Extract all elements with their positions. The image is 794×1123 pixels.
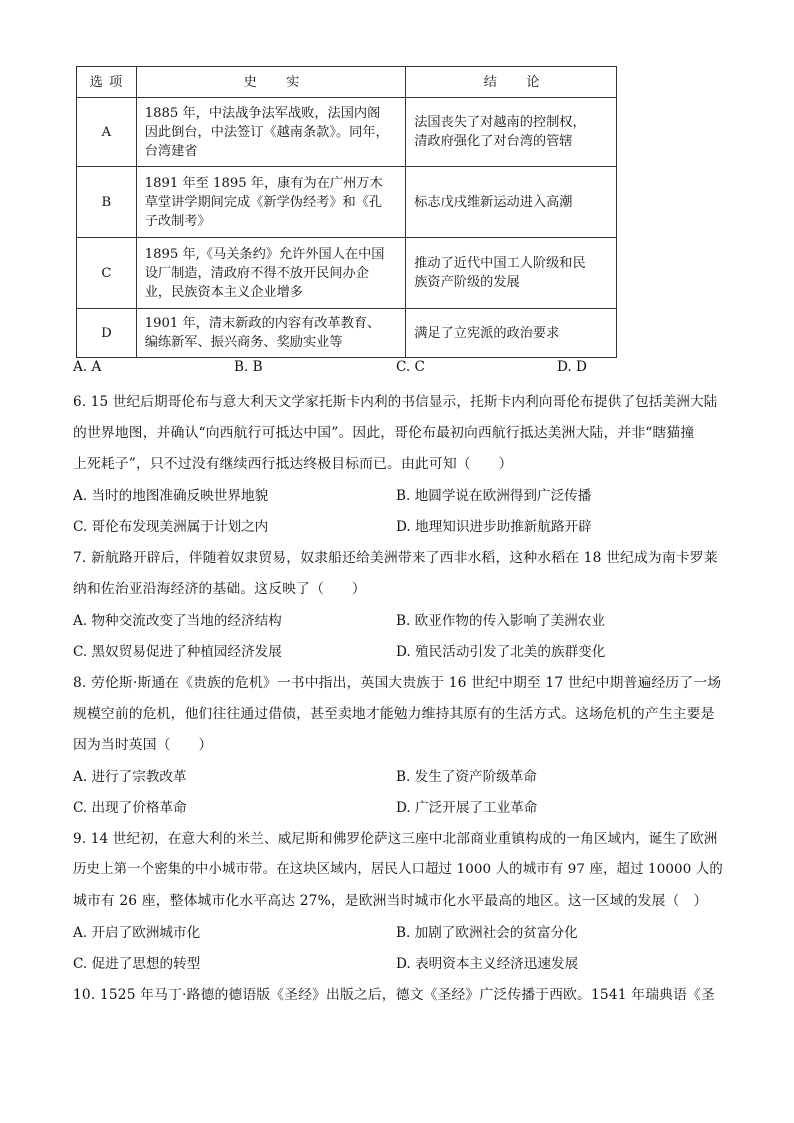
question-6-line: 上死耗子”，只不过没有继续西行抵达终极目标而已。由此可知（ ） <box>73 456 513 472</box>
row-conclusion <box>406 167 617 238</box>
row-conclusion <box>406 98 617 167</box>
row-fact <box>136 309 405 358</box>
q5-option-c[interactable]: C. C <box>396 359 425 375</box>
q5-option-a[interactable]: A. A <box>73 359 102 375</box>
row-option: B <box>77 167 137 238</box>
question-8-line: 规模空前的危机，他们往往通过借债，甚至卖地才能勉力维持其原有的生活方式。这场危机的产生主要是 <box>73 706 715 722</box>
fact-line: 1901 年，清末新政的内容有改革教育、 <box>144 316 381 331</box>
row-conclusion <box>406 309 617 358</box>
q9-option-a[interactable]: A. 开启了欧洲城市化 <box>73 925 201 941</box>
question-6-line: 的世界地图，并确认“向西航行可抵达中国”。因此，哥伦布最初向西航行抵达美洲大陆，并非“瞎猫撞 <box>73 425 695 441</box>
conclusion-line: 法国丧失了对越南的控制权， <box>414 115 586 130</box>
question-9-line: 历史上第一个密集的中小城市带。在这块区域内，居民人口超过 1000 人的城市有 97 座，超过 10000 人的 <box>73 862 723 877</box>
question-8-line: 因为当时英国（ ） <box>73 737 213 753</box>
question-9-line: 城市有 26 座，整体城市化水平高达 27%，是欧洲当时城市化水平最高的地区。这一区域的发展（ ） <box>73 893 708 909</box>
header-option: 选 项 <box>77 67 137 98</box>
history-table <box>76 66 617 358</box>
q9-option-c[interactable]: C. 促进了思想的转型 <box>73 956 201 972</box>
q8-option-d[interactable]: D. 广泛开展了工业革命 <box>396 800 538 816</box>
q8-option-b[interactable]: B. 发生了资产阶级革命 <box>396 769 537 785</box>
question-7-line: 7. 新航路开辟后，伴随着奴隶贸易，奴隶船还给美洲带来了西非水稻，这种水稻在 18 世纪成为南卡罗莱 <box>73 550 718 566</box>
q5-option-b[interactable]: B. B <box>234 359 263 375</box>
conclusion-line: 满足了立宪派的政治要求 <box>414 325 560 341</box>
q7-option-d[interactable]: D. 殖民活动引发了北美的族群变化 <box>396 644 606 660</box>
table-row <box>77 238 617 309</box>
question-6-line: 6. 15 世纪后期哥伦布与意大利天文学家托斯卡内利的书信显示，托斯卡内利向哥伦布提供了包括美洲大陆 <box>73 394 718 410</box>
table-row <box>77 98 617 167</box>
table-row <box>77 309 617 358</box>
q7-option-c[interactable]: C. 黑奴贸易促进了种植园经济发展 <box>73 644 282 660</box>
q7-option-a[interactable]: A. 物种交流改变了当地的经济结构 <box>73 613 282 629</box>
q9-option-d[interactable]: D. 表明资本主义经济迅速发展 <box>396 956 579 972</box>
q7-option-b[interactable]: B. 欧亚作物的传入影响了美洲农业 <box>396 613 605 629</box>
q9-option-b[interactable]: B. 加剧了欧洲社会的贫富分化 <box>396 925 578 941</box>
fact-line: 业，民族资本主义企业增多 <box>144 284 303 300</box>
row-fact <box>136 98 405 167</box>
conclusion-line: 族资产阶级的发展 <box>414 275 520 290</box>
q6-option-d[interactable]: D. 地理知识进步助推新航路开辟 <box>396 519 592 535</box>
row-option: A <box>77 98 137 167</box>
question-10-line: 10. 1525 年马丁·路德的德语版《圣经》出版之后，德文《圣经》广泛传播于西欧。1541 年瑞典语《圣 <box>73 987 715 1003</box>
q6-option-b[interactable]: B. 地圆学说在欧洲得到广泛传播 <box>396 488 592 504</box>
row-conclusion <box>406 238 617 309</box>
fact-line: 1891 年至 1895 年，康有为在广州万木 <box>144 175 383 191</box>
table-header-row <box>77 67 617 98</box>
conclusion-line: 清政府强化了对台湾的管辖 <box>414 134 573 149</box>
q6-option-a[interactable]: A. 当时的地图准确反映世界地貌 <box>73 488 269 504</box>
q5-option-d[interactable]: D. D <box>557 359 587 375</box>
fact-line: 草堂讲学期间完成《新学伪经考》和《孔 <box>144 194 383 210</box>
q6-option-c[interactable]: C. 哥伦布发现美洲属于计划之内 <box>73 519 269 535</box>
table-row <box>77 167 617 238</box>
header-fact: 史 实 <box>136 67 405 98</box>
row-option: C <box>77 238 137 309</box>
fact-line: 子改制考》 <box>144 213 211 229</box>
conclusion-line: 标志戊戌维新运动进入高潮 <box>414 194 573 210</box>
q8-option-a[interactable]: A. 进行了宗教改革 <box>73 769 187 785</box>
header-conclusion: 结 论 <box>406 67 617 98</box>
question-8-line: 8. 劳伦斯·斯通在《贵族的危机》一书中指出，英国大贵族于 16 世纪中期至 17 世纪中期普遍经历了一场 <box>73 675 722 691</box>
row-fact <box>136 167 405 238</box>
fact-line: 台湾建省 <box>144 143 198 159</box>
q8-option-c[interactable]: C. 出现了价格革命 <box>73 800 187 816</box>
question-9-line: 9. 14 世纪初，在意大利的米兰、威尼斯和佛罗伦萨这三座中北部商业重镇构成的一角区域内，诞生了欧洲 <box>73 831 718 847</box>
fact-line: 设厂制造，清政府不得不放开民间办企 <box>144 265 369 281</box>
conclusion-line: 推动了近代中国工人阶级和民 <box>414 256 586 271</box>
fact-line: 因此倒台，中法签订《越南条款》。同年， <box>144 124 389 140</box>
row-option: D <box>77 309 137 358</box>
fact-line: 编练新军、振兴商务、奖励实业等 <box>144 335 343 350</box>
row-fact <box>136 238 405 309</box>
fact-line: 1885 年，中法战争法军战败，法国内阁 <box>144 105 381 121</box>
fact-line: 1895 年,《马关条约》允许外国人在中国 <box>144 246 385 262</box>
question-7-line: 纳和佐治亚沿海经济的基础。这反映了（ ） <box>73 581 366 597</box>
